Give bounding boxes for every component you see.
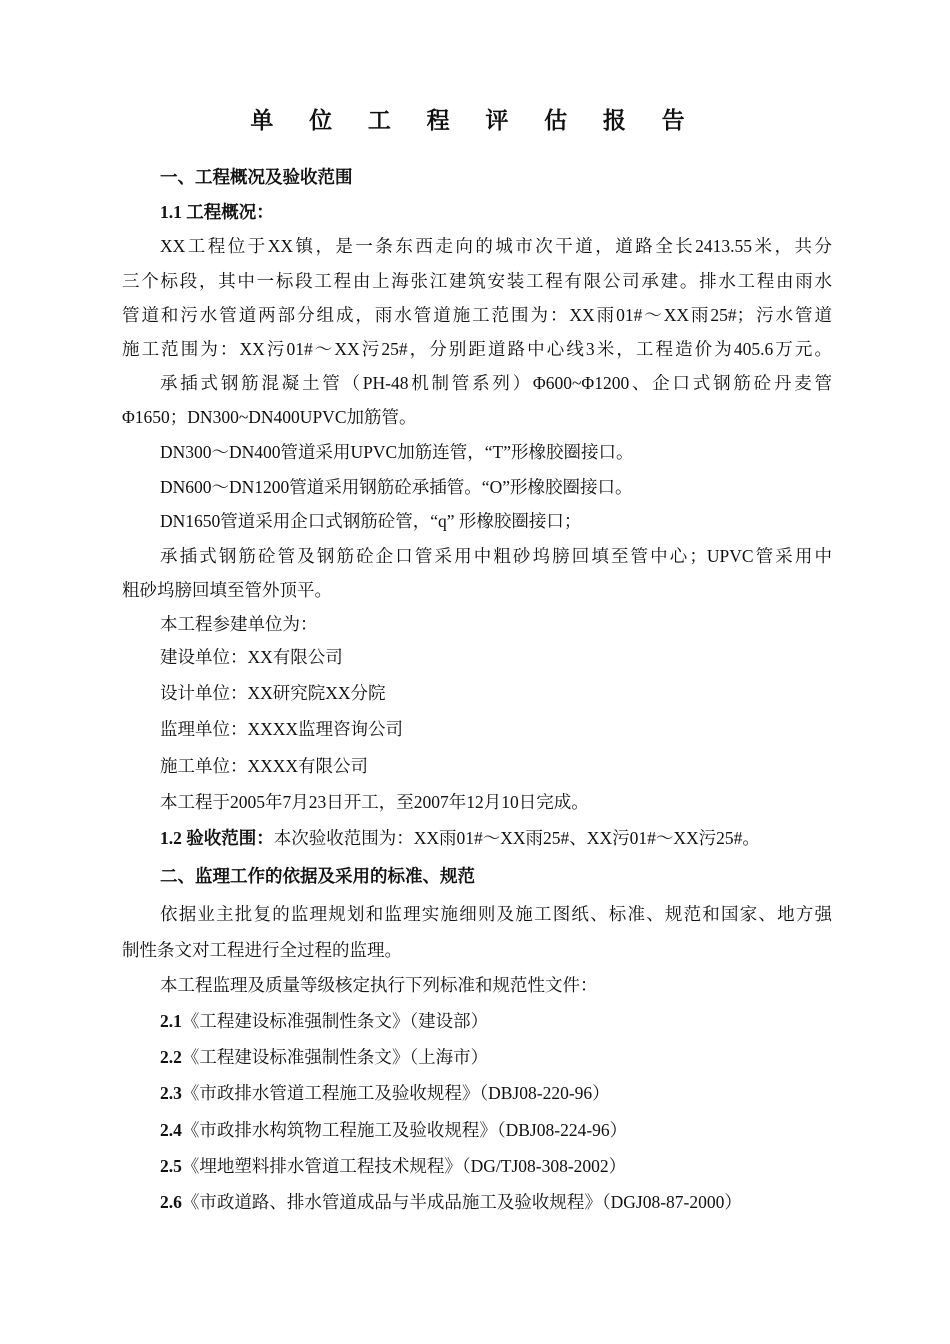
standard-number: 2.5 [160, 1156, 182, 1176]
standard-number: 2.2 [160, 1047, 182, 1067]
participant-supervisor: 监理单位：XXXX监理咨询公司 [160, 719, 404, 739]
standard-item [160, 1117, 832, 1143]
basis-line-1: 依据业主批复的监理规划和监理实施细则及施工图纸、标准、规范和国家、地方强 [160, 904, 832, 924]
standard-number: 2.1 [160, 1011, 182, 1031]
standard-text: 《市政排水管道工程施工及验收规程》（DBJ08-220-96） [181, 1083, 610, 1103]
scope-text: 本次验收范围为：XX雨01#～XX雨25#、XX污01#～XX污25#。 [273, 828, 760, 848]
scope-label: 1.2 验收范围： [160, 828, 274, 848]
section-1-heading: 一、工程概况及验收范围 [160, 167, 353, 187]
backfill-line-1: 承插式钢筋砼管及钢筋砼企口管采用中粗砂坞膀回填至管中心；UPVC管采用中 [160, 546, 832, 566]
participant-owner: 建设单位：XX有限公司 [160, 647, 343, 667]
standard-text: 《工程建设标准强制性条文》（建设部） [181, 1011, 489, 1031]
standard-text: 《工程建设标准强制性条文》（上海市） [181, 1047, 489, 1067]
participant-contractor: 施工单位：XXXX有限公司 [160, 756, 369, 776]
joint-upvc: DN300～DN400管道采用UPVC加筋连管，“T”形橡胶圈接口。 [160, 442, 634, 462]
schedule-text: 本工程于2005年7月23日开工，至2007年12月10日完成。 [160, 792, 589, 812]
standard-text: 《埋地塑料排水管道工程技术规程》（DG/TJ08-308-2002） [181, 1156, 627, 1176]
overview-line-1: XX工程位于XX镇，是一条东西走向的城市次干道，道路全长2413.55米，共分 [160, 236, 832, 256]
participant-designer: 设计单位：XX研究院XX分院 [160, 683, 386, 703]
standard-item [160, 1008, 832, 1034]
overview-line-2: 三个标段，其中一标段工程由上海张江建筑安装工程有限公司承建。排水工程由雨水 [122, 271, 832, 291]
basis-line-2: 制性条文对工程进行全过程的监理。 [122, 940, 402, 960]
standard-item [160, 1044, 832, 1070]
standard-item [160, 1153, 832, 1179]
acceptance-scope [160, 825, 832, 851]
subsection-1-1-heading: 1.1 工程概况： [160, 202, 274, 222]
standard-item [160, 1080, 832, 1106]
standard-text: 《市政排水构筑物工程施工及验收规程》（DBJ08-224-96） [181, 1120, 628, 1140]
overview-line-4: 施工范围为：XX污01#～XX污25#，分别距道路中心线3米，工程造价为405.6万元。 [122, 339, 832, 359]
standard-number: 2.4 [160, 1120, 182, 1140]
pipe-line-1: 承插式钢筋混凝土管（PH-48机制管系列）Φ600~Φ1200、企口式钢筋砼丹麦管 [160, 373, 832, 393]
standard-item [160, 1189, 832, 1215]
joint-rcp: DN600～DN1200管道采用钢筋砼承插管。“O”形橡胶圈接口。 [160, 477, 633, 497]
standards-intro: 本工程监理及质量等级核定执行下列标准和规范性文件： [160, 975, 598, 995]
document-title: 单 位 工 程 评 估 报 告 [250, 108, 700, 133]
section-2-heading: 二、监理工作的依据及采用的标准、规范 [160, 866, 475, 886]
standard-number: 2.3 [160, 1083, 182, 1103]
standard-number: 2.6 [160, 1192, 182, 1212]
backfill-line-2: 粗砂坞膀回填至管外顶平。 [122, 580, 332, 600]
participants-intro: 本工程参建单位为： [160, 614, 318, 634]
overview-line-3: 管道和污水管道两部分组成，雨水管道施工范围为：XX雨01#～XX雨25#；污水管道 [122, 305, 832, 325]
standard-text: 《市政道路、排水管道成品与半成品施工及验收规程》（DGJ08-87-2000） [181, 1192, 742, 1212]
joint-dn1650: DN1650管道采用企口式钢筋砼管，“q” 形橡胶圈接口； [160, 511, 582, 531]
pipe-line-2: Φ1650；DN300~DN400UPVC加筋管。 [122, 407, 417, 427]
